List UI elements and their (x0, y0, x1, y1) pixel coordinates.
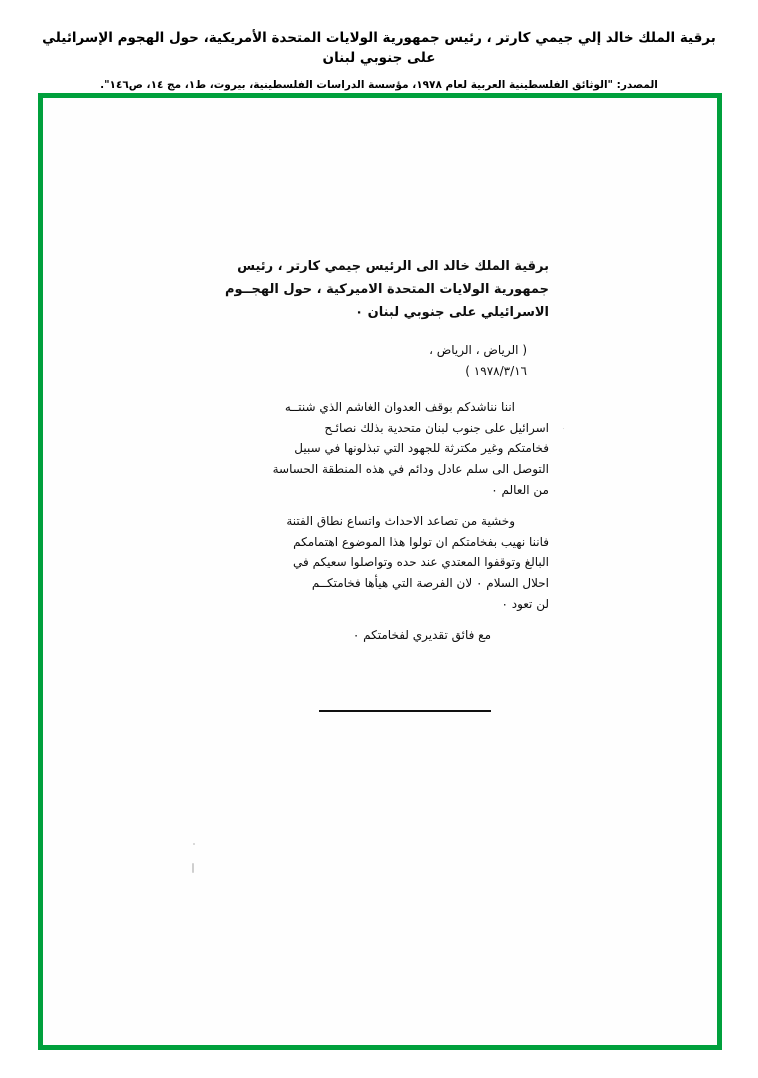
telegram-title-line: برقية الملك خالد الى الرئيس جيمي كارتر ، رئيس (237, 259, 549, 274)
paragraph-line: اسرائيل على جنوب لبنان متحدية بذلك نصائـح (324, 420, 549, 435)
paragraph-line: لن تعود ٠ (501, 596, 549, 611)
scanned-page-surface (43, 98, 717, 1045)
telegram-title (199, 256, 549, 324)
paragraph-line: اننا نناشدكم بوقف العدوان الغاشم الذي شنتــه (284, 400, 515, 415)
dateline-line: ١٩٧٨/٣/١٦ ) (465, 363, 527, 378)
telegram-closing: مع فائق تقديري لفخامتكم ٠ (352, 628, 491, 643)
scan-speck (193, 843, 195, 845)
paragraph-line: احلال السلام ٠ لان الفرصة التي هيأها فخامتكــم (311, 576, 549, 591)
paragraph-line: التوصل الى سلم عادل ودائم في هذه المنطقة الحساسة (272, 461, 549, 476)
paragraph-line: من العالم ٠ (491, 482, 549, 497)
telegram-paragraph (199, 511, 549, 614)
paragraph-line: فاننا نهيب بفخامتكم ان تولوا هذا الموضوع اهتمامكم (293, 534, 549, 549)
paragraph-line: فخامتكم وغير مكترثة للجهود التي تبذلونها في سبيل (294, 441, 549, 456)
telegram-body (199, 256, 549, 646)
paragraph-line: وخشية من تصاعد الاحداث واتساع نطاق الفتنة (286, 514, 515, 529)
telegram-title-line: الاسرائيلي على جنوبي لبنان ٠ (355, 304, 549, 320)
telegram-title-line: جمهورية الولايات المتحدة الاميركية ، حول الهجــوم (224, 281, 549, 297)
horizontal-divider-rule (319, 710, 491, 712)
header-source: المصدر: "الوثائق الفلسطينية العربية لعام ١٩٧٨، مؤسسة الدراسات الفلسطينية، بيروت، ط١، مج ١٤، ص١٤٦". (100, 78, 658, 91)
document-header (0, 0, 758, 93)
header-title: برقية الملك خالد إلي جيمي كارتر ، رئيس جمهورية الولايات المتحدة الأمريكية، حول الهجوم الإسرائيلي على جنوبي لبنان (42, 30, 716, 67)
paragraph-line: البالغ وتوقفوا المعتدي عند حده وتواصلوا سعيكم في (293, 555, 549, 570)
dateline-line: ( الرياض ، الرياض ، (429, 343, 527, 358)
scan-speck (563, 428, 564, 429)
scan-speck (192, 863, 194, 873)
scanned-page-frame (38, 93, 722, 1050)
telegram-paragraph (199, 397, 549, 500)
telegram-dateline (199, 340, 549, 381)
